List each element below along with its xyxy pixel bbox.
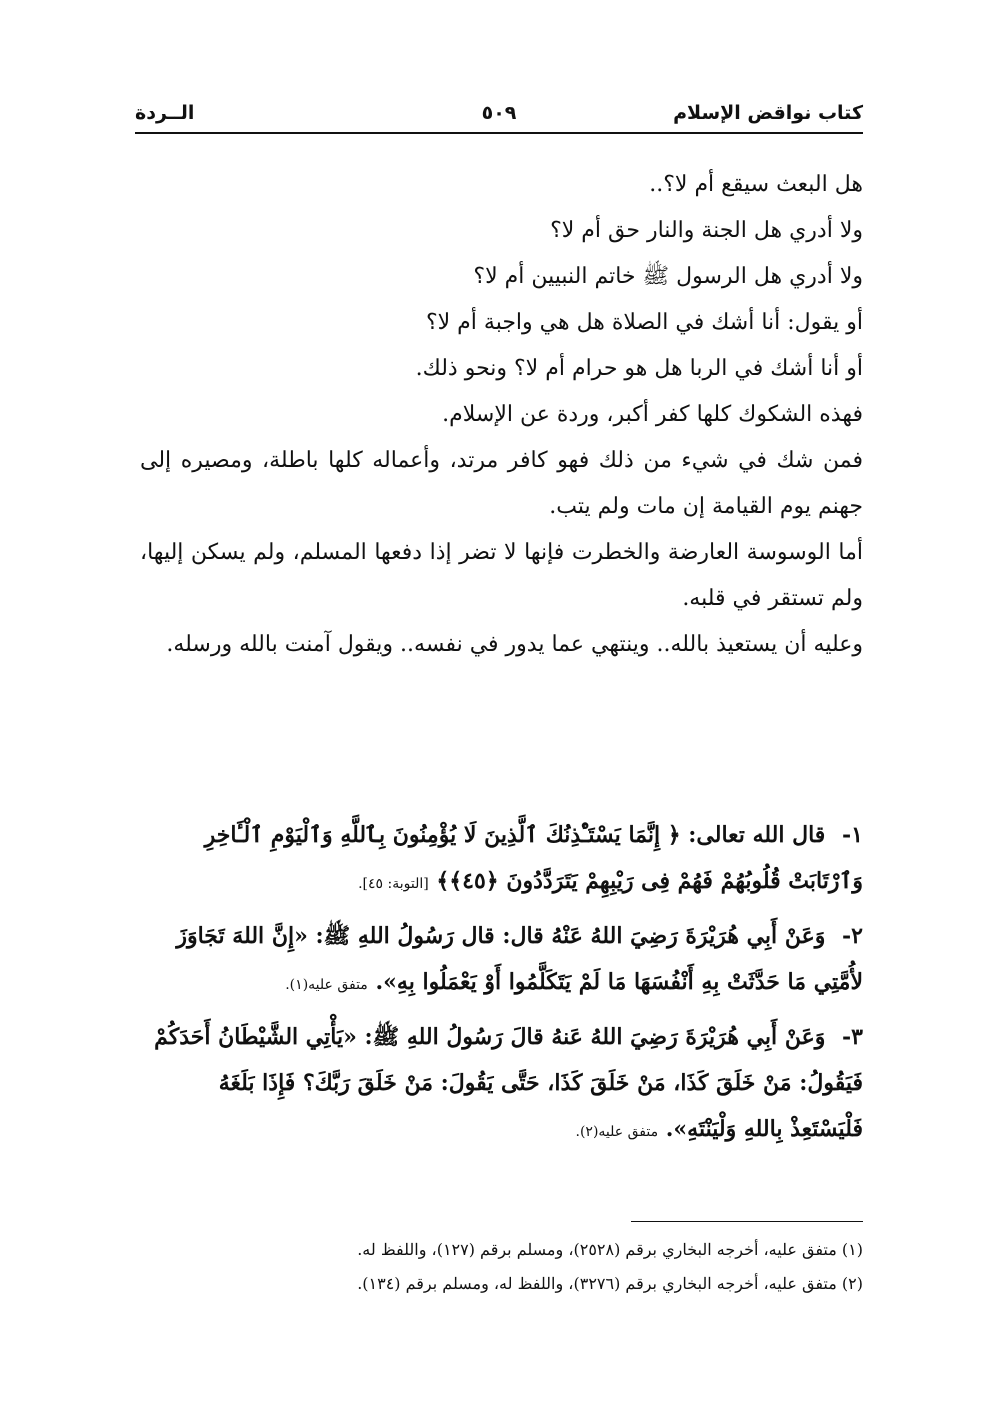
paragraph: ولا أدري هل الرسول ﷺ خاتم النبيين أم لا؟ (473, 264, 863, 289)
footnote: (١) متفق عليه، أخرجه البخاري برقم (٢٥٢٨)، ومسلم برقم (١٢٧)، واللفظ له. (357, 1240, 863, 1259)
footnote-separator (631, 1221, 863, 1222)
paragraph: أو أنا أشك في الربا هل هو حرام أم لا؟ ونحو ذلك. (415, 356, 863, 381)
hadith-text: وَعَنْ أَبِي هُرَيْرَةَ رَضِيَ اللهُ عَنهُ قالَ رَسُولُ اللهِ ﷺ: «يَأْتِي الشَّيْطَانُ أَحَدَكُمْ فَيَقُولُ: مَنْ خَلَقَ كَذَا، مَنْ خَلَقَ كَذَا، حَتَّى يَقُولَ: مَنْ خَلَقَ رَبَّكَ؟ فَإِذَا بَلَغَهُ فَلْيَسْتَعِذْ بِاللهِ وَلْيَنْتَهِ». (154, 1024, 863, 1142)
item-number: ٢- (842, 923, 863, 949)
quran-verse: قال الله تعالى: ﴿ إِنَّمَا يَسْتَـْٔذِنُكَ ٱلَّذِينَ لَا يُؤْمِنُونَ بِٱللَّهِ وَٱلْيَوْمِ ٱلْـَٔاخِرِ وَٱرْتَابَتْ قُلُوبُهُمْ فَهُمْ فِى رَيْبِهِمْ يَتَرَدَّدُونَ ﴿٤٥﴾﴾ (204, 822, 863, 894)
paragraph: فمن شك في شيء من ذلك فهو كافر مرتد، وأعماله كلها باطلة، ومصيره إلى جهنم يوم القيامة إن مات ولم يتب. (140, 448, 863, 519)
paragraph: فهذه الشكوك كلها كفر أكبر، وردة عن الإسلام. (442, 402, 863, 427)
body-text (140, 162, 863, 668)
list-item (140, 812, 863, 907)
item-number: ١- (842, 822, 863, 848)
paragraph: ولا أدري هل الجنة والنار حق أم لا؟ (550, 218, 863, 243)
paragraph: أما الوسوسة العارضة والخطرت فإنها لا تضر إذا دفعها المسلم، ولم يسكن إليها، ولم تستقر في قلبه. (140, 540, 863, 611)
paragraph: أو يقول: أنا أشك في الصلاة هل هي واجبة أم لا؟ (425, 310, 863, 335)
chapter-title: الــردة (135, 102, 195, 124)
item-number: ٣- (842, 1024, 863, 1050)
paragraph: وعليه أن يستعيذ بالله.. وينتهي عما يدور في نفسه.. ويقول آمنت بالله ورسله. (166, 632, 863, 657)
page-header (135, 98, 863, 134)
hadith-reference: متفق عليه(٢). (575, 1124, 659, 1140)
footnote: (٢) متفق عليه، أخرجه البخاري برقم (٣٢٧٦)، واللفظ له، ومسلم برقم (١٣٤). (357, 1274, 863, 1293)
page-number: ٥٠٩ (481, 102, 517, 124)
list-item (140, 913, 863, 1008)
hadith-text: وَعَنْ أَبِي هُرَيْرَةَ رَضِيَ اللهُ عَنْهُ قال: قال رَسُولُ اللهِ ﷺ: «إِنَّ اللهَ تَجَاوَزَ لأُمَّتِي مَا حَدَّثَتْ بِهِ أَنْفُسَهَا مَا لَمْ يَتَكَلَّمُوا أَوْ يَعْمَلُوا بِهِ». (176, 923, 863, 995)
evidence-list (140, 812, 863, 1161)
verse-reference: [التوبة: ٤٥]. (358, 876, 429, 892)
footnotes (140, 1233, 863, 1301)
book-title: كتاب نواقض الإسلام (673, 102, 863, 124)
list-item (140, 1014, 863, 1155)
paragraph: هل البعث سيقع أم لا؟.. (649, 172, 863, 197)
hadith-reference: متفق عليه(١). (285, 977, 368, 993)
